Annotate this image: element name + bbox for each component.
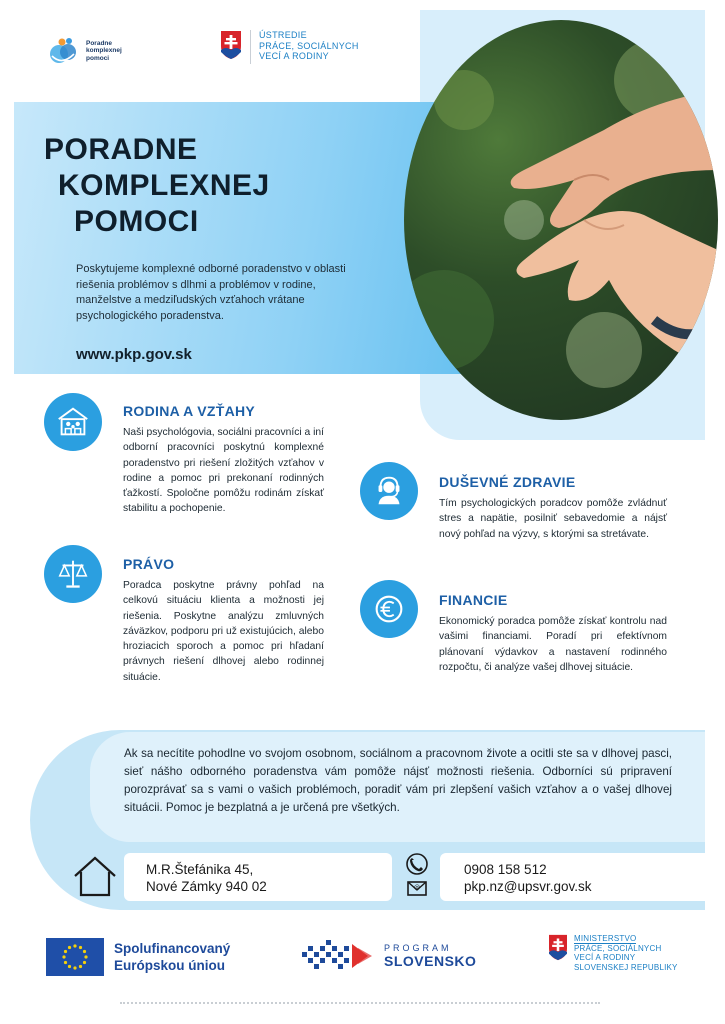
- eu-flag-icon: [46, 938, 104, 976]
- scales-icon: [44, 545, 102, 603]
- hero-description: Poskytujeme komplexné odborné poradenstvo v oblasti riešenia problémov s dlhmi a problémov v rodine, manželstve a medziľudských vzťahoch vrátane psychologického poradenstva.: [76, 263, 346, 322]
- eu-text-line: Spolufinancovaný: [114, 941, 231, 956]
- info-paragraph: Ak sa necítite pohodlne vo svojom osobnom, sociálnom a pracovnom živote a ocitli ste sa v dlhovej pasci, sieť nášho odborného poradenstva vám pomôže nájsť možnosti riešenia. Odborníci sú pripravení porozprávať sa s vami o vašich problémoch, poradiť vám pri zlepšení vašich vzťahov a o vašej dlhovej situácii. Pomoc je bezplatná a je určená pre všetkých.: [124, 747, 672, 814]
- pkp-logo-line: Poradne: [86, 39, 113, 47]
- hands-photo: [404, 20, 718, 420]
- upsvr-logo-line: ÚSTREDIE: [259, 30, 307, 40]
- website-link[interactable]: www.pkp.gov.sk: [76, 346, 192, 363]
- pkp-logo-icon: [46, 34, 80, 68]
- address-box: [124, 853, 392, 901]
- pkp-logo-line: komplexnej: [86, 47, 122, 55]
- contact-icons: [402, 852, 432, 902]
- eu-cofinanced-logo: [46, 938, 230, 976]
- program-slovensko-logo: [298, 938, 476, 974]
- slovensko-label: SLOVENSKO: [384, 953, 477, 969]
- slovak-coat-of-arms-icon: [548, 934, 568, 961]
- pkp-logo: [46, 34, 146, 68]
- pkp-logo-line: pomoci: [86, 54, 110, 62]
- ministry-logo: [548, 934, 678, 972]
- upsvr-logo: [220, 30, 359, 64]
- service-text-family: Naši psychológovia, sociálni pracovníci a iní odborní pracovníci poskytnú komplexné poradenstvo pri riešení zložitých vzťahov v rodine a pomoc pri prekonaní rodinných ťažkostí. Spoločne pomôžu rodinám získať stabilitu a pochopenie.: [123, 427, 324, 515]
- address-city: Nové Zámky 940 02: [146, 879, 267, 894]
- page-title: [44, 132, 270, 240]
- headset-counselor-icon: [360, 462, 418, 520]
- upsvr-logo-line: PRÁCE, SOCIÁLNYCH: [259, 40, 359, 51]
- service-text-law: Poradca poskytne právny pohľad na celkovú situáciu klienta a možnosti jej riešenia. Poskytne analýzu zmluvných záväzkov, podporu pri už existujúcich, alebo hroziacich sporoch a pomoc pri hľadaní právnych riešení dlhovej alebo rodinnej situácie.: [123, 580, 324, 683]
- eu-text-line: Európskou úniou: [114, 958, 225, 973]
- title-line: PORADNE: [44, 133, 198, 166]
- phone-icon: [407, 854, 427, 874]
- service-text-mental-health: Tím psychologických poradcov pomôže zvládnuť stres a napätie, posilniť sebavedomie a nájsť nový pohľad na výzvy, s ktorými sa stretávate.: [439, 498, 667, 540]
- ministry-line: VECÍ A RODINY: [574, 953, 636, 962]
- title-line: POMOCI: [74, 205, 199, 238]
- address-street: M.R.Štefánika 45,: [146, 862, 254, 877]
- program-label: PROGRAM: [384, 943, 452, 953]
- program-slovensko-icon: [298, 938, 376, 974]
- service-title-law: PRÁVO: [123, 556, 175, 572]
- bottom-divider: [120, 1002, 600, 1004]
- hands-illustration: [404, 20, 718, 420]
- contact-box: [440, 853, 705, 901]
- ministry-line: MINISTERSTVO: [574, 934, 637, 943]
- email-address[interactable]: pkp.nz@upsvr.gov.sk: [464, 879, 592, 894]
- ministry-line: PRÁCE, SOCIÁLNYCH: [574, 943, 662, 953]
- slovak-coat-of-arms-icon: [220, 30, 242, 60]
- svg-text:@: @: [414, 884, 420, 891]
- family-house-icon: [44, 393, 102, 451]
- service-title-mental-health: DUŠEVNÉ ZDRAVIE: [439, 474, 576, 490]
- ministry-line: SLOVENSKEJ REPUBLIKY: [574, 962, 678, 972]
- logo-separator: [250, 30, 251, 64]
- euro-coin-icon: [360, 580, 418, 638]
- service-text-finance: Ekonomický poradca pomôže získať kontrolu nad vašimi financiami. Poradí pri efektívnom plánovaní výdavkov a nastavení rodinného rozpočtu, či analýze vašej dlhovej situácie.: [439, 616, 667, 673]
- phone-number[interactable]: 0908 158 512: [464, 862, 547, 877]
- service-title-finance: FINANCIE: [439, 592, 508, 608]
- title-line: KOMPLEXNEJ: [58, 169, 270, 202]
- house-icon: [72, 854, 118, 898]
- upsvr-logo-line: VECÍ A RODINY: [259, 51, 329, 61]
- service-title-family: RODINA A VZŤAHY: [123, 403, 256, 419]
